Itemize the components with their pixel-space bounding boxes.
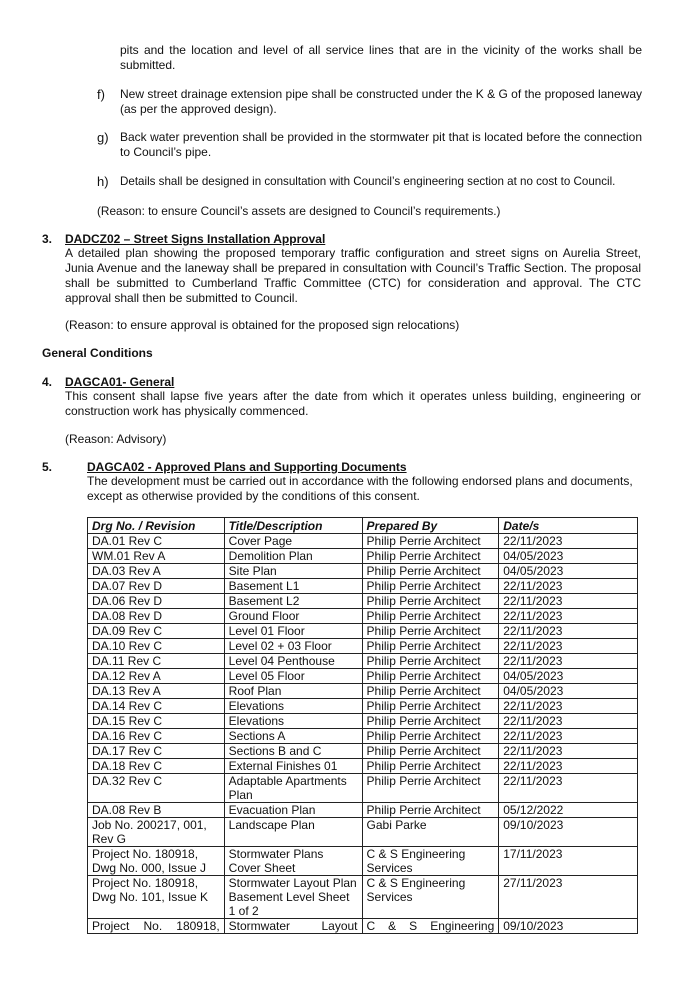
drawing-number-cell: DA.11 Rev C [88, 654, 225, 669]
title-cell: Site Plan [224, 564, 362, 579]
drawing-number-cell: DA.01 Rev C [88, 534, 225, 549]
prepared-by-cell: Philip Perrie Architect [362, 654, 499, 669]
table-row [88, 684, 638, 699]
column-header: Drg No. / Revision [88, 518, 225, 534]
date-cell: 22/11/2023 [499, 744, 638, 759]
date-cell: 09/10/2023 [499, 919, 638, 934]
table-row [88, 669, 638, 684]
prepared-by-cell: Philip Perrie Architect [362, 684, 499, 699]
title-cell: Stormwater Layout Plan Basement Level Sheet 1 of 2 [224, 876, 362, 919]
prepared-by-cell: C & S Engineering [362, 919, 499, 934]
title-cell: Elevations [224, 714, 362, 729]
prepared-by-cell: Philip Perrie Architect [362, 594, 499, 609]
prepared-by-cell: Philip Perrie Architect [362, 729, 499, 744]
condition-number: 5. [42, 460, 53, 474]
drawing-number-cell: DA.10 Rev C [88, 639, 225, 654]
date-cell: 22/11/2023 [499, 534, 638, 549]
title-cell: Elevations [224, 699, 362, 714]
title-cell: Ground Floor [224, 609, 362, 624]
title-cell: Basement L2 [224, 594, 362, 609]
drawing-number-cell: Project No. 180918, [88, 919, 225, 934]
sub-item-letter: h) [97, 174, 109, 189]
prepared-by-cell: Philip Perrie Architect [362, 609, 499, 624]
table-row [88, 714, 638, 729]
condition-title: DAGCA01- General [65, 375, 175, 389]
column-header: Title/Description [224, 518, 362, 534]
column-header: Date/s [499, 518, 638, 534]
drawing-number-cell: DA.16 Rev C [88, 729, 225, 744]
prepared-by-cell: Philip Perrie Architect [362, 639, 499, 654]
table-row [88, 609, 638, 624]
prepared-by-cell: Philip Perrie Architect [362, 699, 499, 714]
drawing-number-cell: WM.01 Rev A [88, 549, 225, 564]
sub-item-h [97, 174, 642, 190]
prepared-by-cell: Philip Perrie Architect [362, 564, 499, 579]
prepared-by-cell: Philip Perrie Architect [362, 744, 499, 759]
drawing-number-cell: DA.17 Rev C [88, 744, 225, 759]
title-cell: Level 04 Penthouse [224, 654, 362, 669]
date-cell: 04/05/2023 [499, 549, 638, 564]
drawing-number-cell: DA.03 Rev A [88, 564, 225, 579]
table-row [88, 803, 638, 818]
condition-body: A detailed plan showing the proposed temporary traffic configuration and street signs on Aurelia Street, Junia Avenue and the laneway shall be prepared in consultation with Council’s Traffic Section. The proposal shall be submitted to Cumberland Traffic Committee (CTC) for consideration and approval. The CTC approval shall then be submitted to Council. [65, 246, 641, 305]
title-cell: Roof Plan [224, 684, 362, 699]
prepared-by-cell: Philip Perrie Architect [362, 759, 499, 774]
date-cell: 04/05/2023 [499, 669, 638, 684]
drawing-number-cell: DA.18 Rev C [88, 759, 225, 774]
title-cell: Level 01 Floor [224, 624, 362, 639]
condition-title: DADCZ02 – Street Signs Installation Approval [65, 232, 326, 246]
reason-text: (Reason: to ensure Council’s assets are designed to Council’s requirements.) [97, 204, 501, 218]
table-row [88, 534, 638, 549]
sub-item-text: Back water prevention shall be provided in the stormwater pit that is located before the connection to Council’s pipe. [120, 130, 642, 159]
title-cell: Adaptable Apartments Plan [224, 774, 362, 803]
table-row [88, 564, 638, 579]
table-row [88, 639, 638, 654]
sub-item-f [97, 87, 642, 119]
table-row [88, 579, 638, 594]
drawing-number-cell: DA.08 Rev D [88, 609, 225, 624]
date-cell: 22/11/2023 [499, 624, 638, 639]
table-row [88, 876, 638, 919]
date-cell: 17/11/2023 [499, 847, 638, 876]
prepared-by-cell: Philip Perrie Architect [362, 624, 499, 639]
table-row [88, 654, 638, 669]
date-cell: 22/11/2023 [499, 699, 638, 714]
table-row [88, 847, 638, 876]
sub-item-text: Details shall be designed in consultation with Council’s engineering section at no cost to Council. [120, 175, 616, 188]
prepared-by-cell: Gabi Parke [362, 818, 499, 847]
title-cell: Sections A [224, 729, 362, 744]
prepared-by-cell: C & S Engineering Services [362, 876, 499, 919]
condition-body: The development must be carried out in accordance with the following endorsed plans and documents, except as otherwise provided by the conditions of this consent. [87, 474, 633, 503]
prepared-by-cell: Philip Perrie Architect [362, 549, 499, 564]
title-cell: Level 05 Floor [224, 669, 362, 684]
date-cell: 22/11/2023 [499, 654, 638, 669]
title-cell: Stormwater Plans Cover Sheet [224, 847, 362, 876]
approved-plans-table [87, 517, 638, 934]
prepared-by-cell: Philip Perrie Architect [362, 534, 499, 549]
date-cell: 05/12/2022 [499, 803, 638, 818]
table-row [88, 744, 638, 759]
date-cell: 22/11/2023 [499, 594, 638, 609]
column-header: Prepared By [362, 518, 499, 534]
reason-text: (Reason: Advisory) [65, 432, 167, 446]
date-cell: 09/10/2023 [499, 818, 638, 847]
title-cell: Basement L1 [224, 579, 362, 594]
drawing-number-cell: DA.12 Rev A [88, 669, 225, 684]
drawing-number-cell: DA.32 Rev C [88, 774, 225, 803]
date-cell: 04/05/2023 [499, 564, 638, 579]
title-cell: Evacuation Plan [224, 803, 362, 818]
drawing-number-cell: DA.08 Rev B [88, 803, 225, 818]
reason-text: (Reason: to ensure approval is obtained for the proposed sign relocations) [65, 318, 460, 332]
table-row [88, 699, 638, 714]
table-row [88, 759, 638, 774]
date-cell: 22/11/2023 [499, 714, 638, 729]
prepared-by-cell: Philip Perrie Architect [362, 714, 499, 729]
sub-item-g [97, 130, 642, 162]
title-cell: Landscape Plan [224, 818, 362, 847]
condition-number: 3. [42, 232, 53, 246]
table-row [88, 549, 638, 564]
title-cell: Level 02 + 03 Floor [224, 639, 362, 654]
continuation-paragraph: pits and the location and level of all service lines that are in the vicinity of the works shall be submitted. [120, 43, 642, 72]
table-row [88, 818, 638, 847]
title-cell: External Finishes 01 [224, 759, 362, 774]
drawing-number-cell: DA.07 Rev D [88, 579, 225, 594]
sub-item-letter: g) [97, 130, 109, 145]
prepared-by-cell: Philip Perrie Architect [362, 669, 499, 684]
drawing-number-cell: Job No. 200217, 001, Rev G [88, 818, 225, 847]
prepared-by-cell: Philip Perrie Architect [362, 774, 499, 803]
date-cell: 27/11/2023 [499, 876, 638, 919]
condition-title: DAGCA02 - Approved Plans and Supporting Documents [87, 460, 407, 474]
drawing-number-cell: DA.09 Rev C [88, 624, 225, 639]
date-cell: 04/05/2023 [499, 684, 638, 699]
condition-body: This consent shall lapse five years after the date from which it operates unless building, engineering or construction work has physically commenced. [65, 389, 641, 418]
condition-number: 4. [42, 375, 53, 389]
drawing-number-cell: DA.13 Rev A [88, 684, 225, 699]
drawing-number-cell: Project No. 180918, Dwg No. 000, Issue J [88, 847, 225, 876]
prepared-by-cell: C & S Engineering Services [362, 847, 499, 876]
table-row [88, 919, 638, 934]
date-cell: 22/11/2023 [499, 729, 638, 744]
title-cell: Sections B and C [224, 744, 362, 759]
title-cell: Demolition Plan [224, 549, 362, 564]
drawing-number-cell: DA.14 Rev C [88, 699, 225, 714]
date-cell: 22/11/2023 [499, 759, 638, 774]
title-cell: Cover Page [224, 534, 362, 549]
prepared-by-cell: Philip Perrie Architect [362, 579, 499, 594]
table-row [88, 624, 638, 639]
sub-item-letter: f) [97, 87, 105, 102]
date-cell: 22/11/2023 [499, 774, 638, 803]
title-cell: Stormwater Layout [224, 919, 362, 934]
table-row [88, 729, 638, 744]
prepared-by-cell: Philip Perrie Architect [362, 803, 499, 818]
drawing-number-cell: DA.06 Rev D [88, 594, 225, 609]
table-row [88, 594, 638, 609]
date-cell: 22/11/2023 [499, 579, 638, 594]
table-row [88, 774, 638, 803]
sub-item-text: New street drainage extension pipe shall be constructed under the K & G of the proposed laneway (as per the approved design). [120, 87, 642, 116]
drawing-number-cell: Project No. 180918, Dwg No. 101, Issue K [88, 876, 225, 919]
section-heading: General Conditions [42, 346, 153, 360]
table-header-row [88, 518, 638, 534]
date-cell: 22/11/2023 [499, 639, 638, 654]
date-cell: 22/11/2023 [499, 609, 638, 624]
drawing-number-cell: DA.15 Rev C [88, 714, 225, 729]
